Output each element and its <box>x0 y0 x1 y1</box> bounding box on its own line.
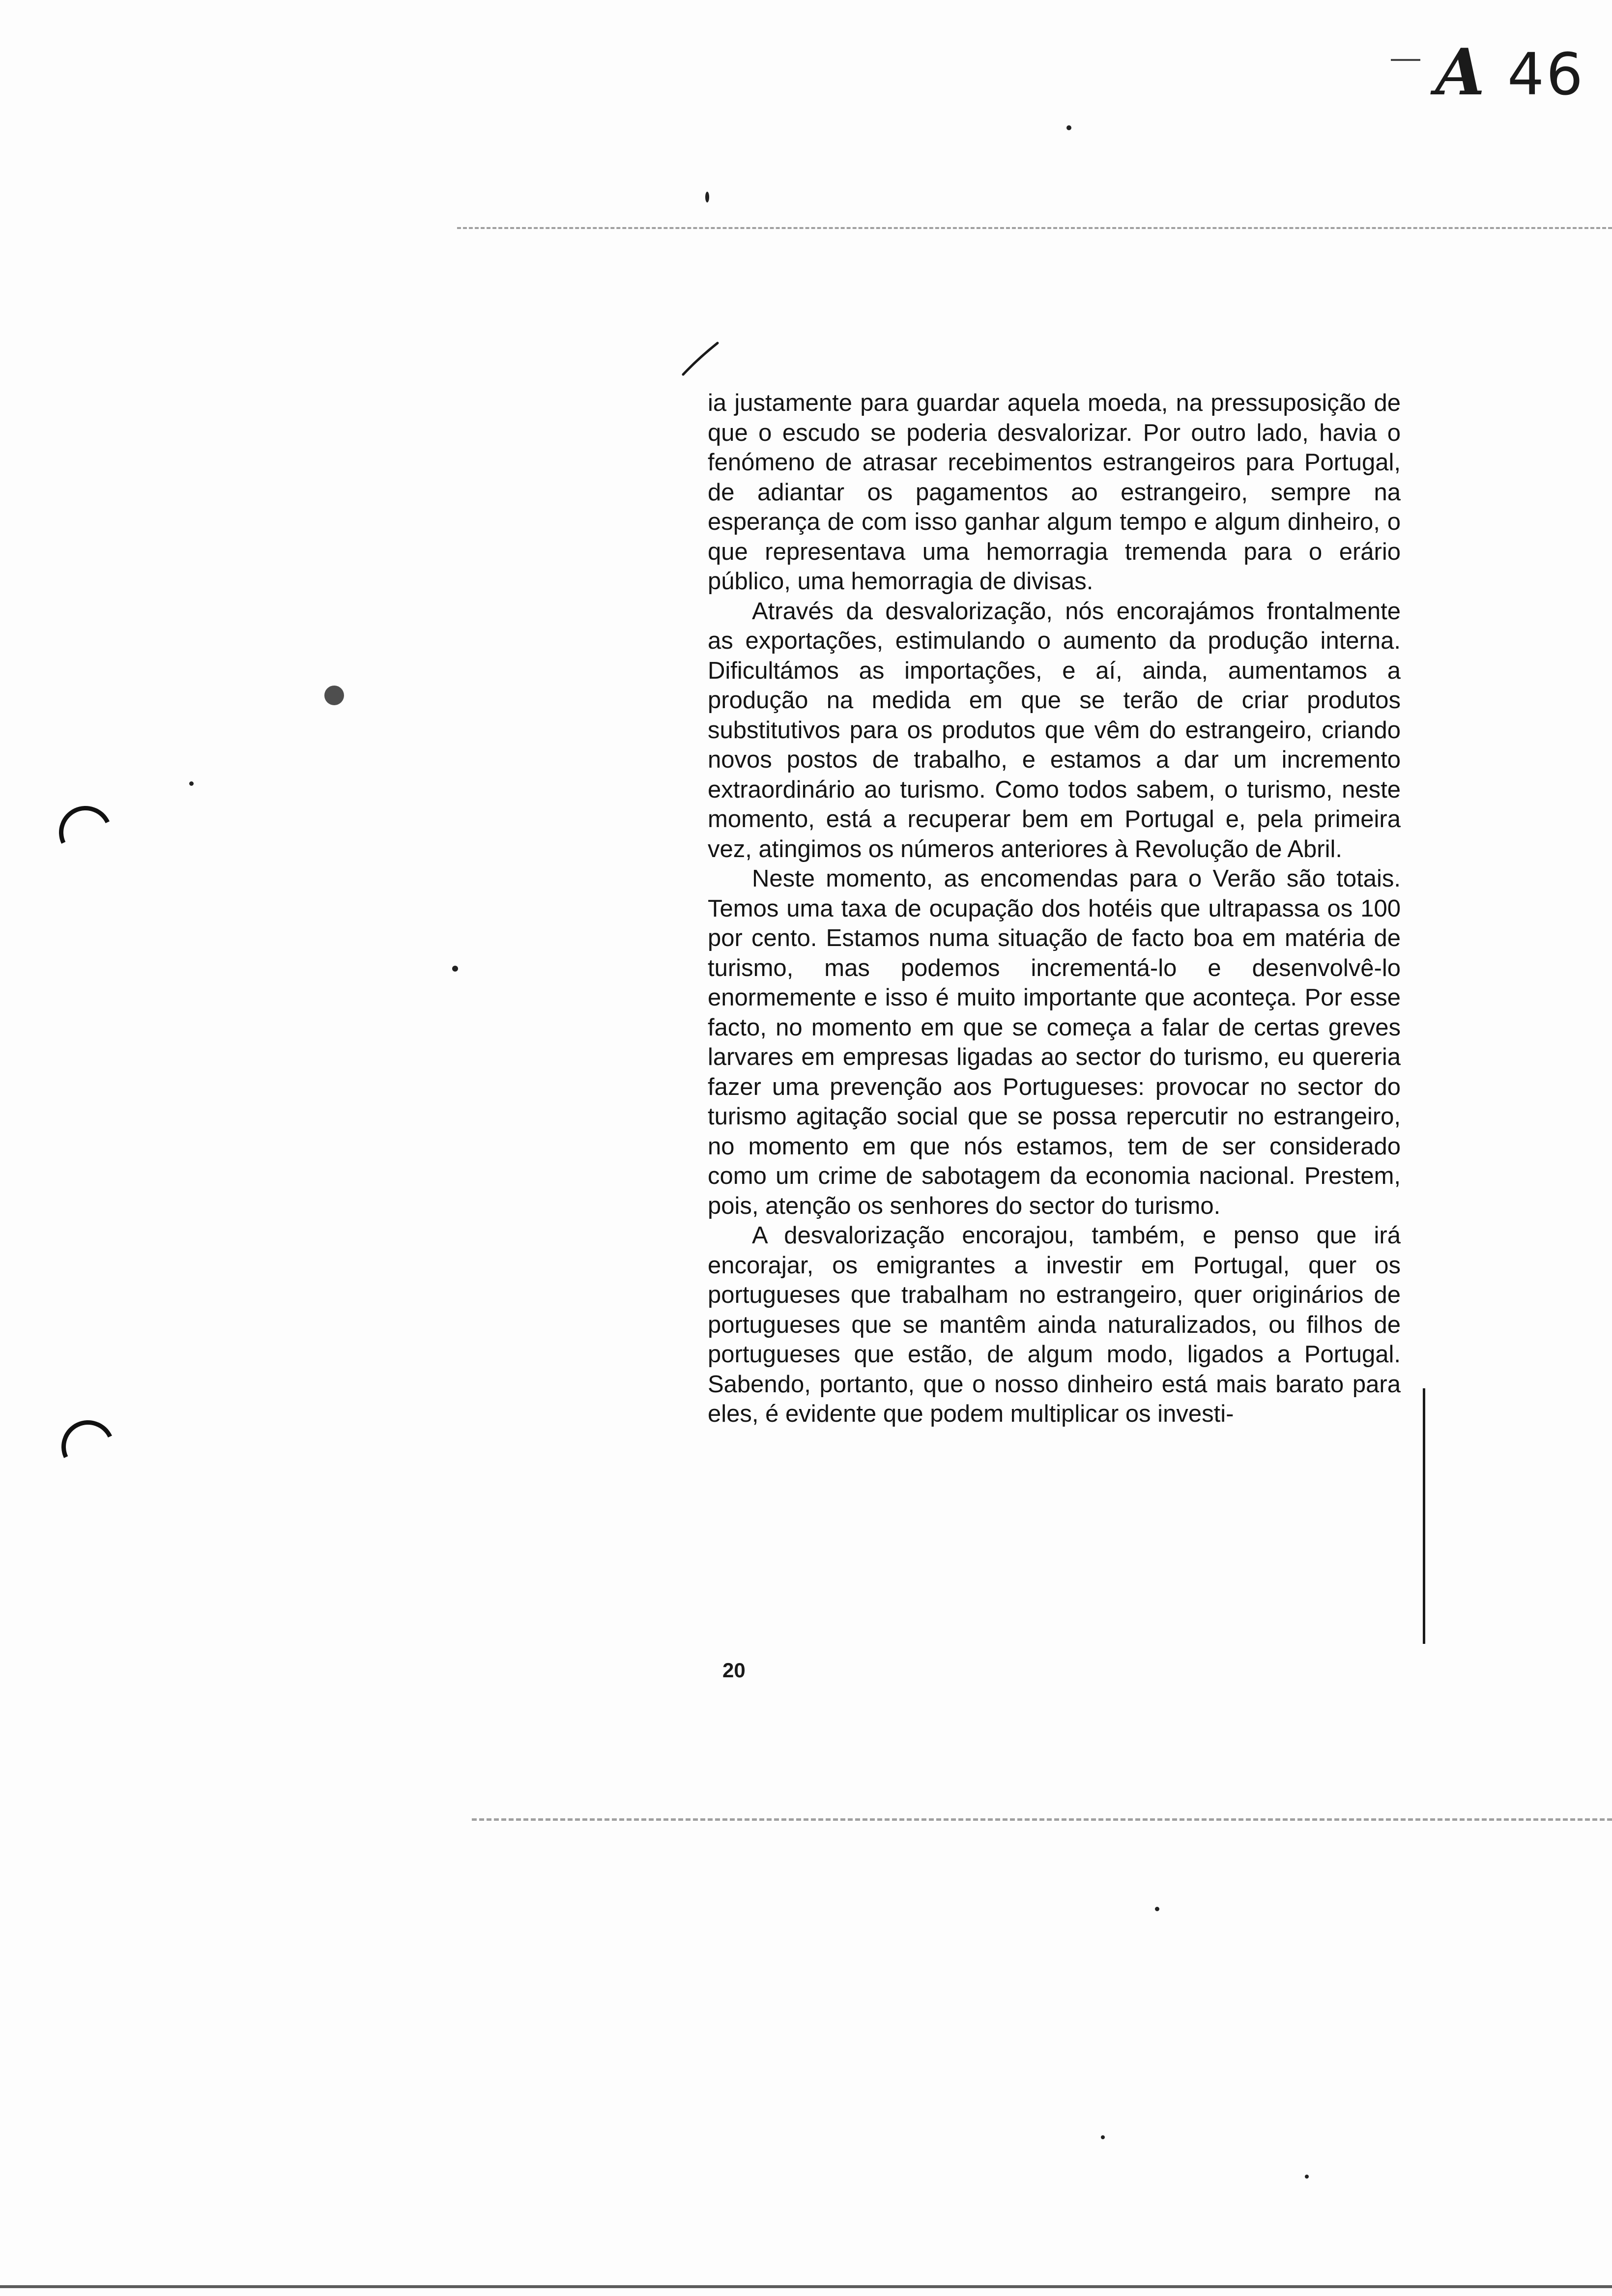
scan-speck <box>1305 2175 1309 2179</box>
page-number: 20 <box>722 1659 746 1682</box>
scan-speck <box>324 686 344 705</box>
scan-edge-bottom <box>472 1818 1612 1821</box>
scan-speck <box>452 966 458 972</box>
paragraph: Através da desvalorização, nós encorajámos frontalmente as exportações, estimulando o aumento da produção interna. Dificultámos as importações, e aí, ainda, aumentamos a produção na medida em que se terão de criar produtos substitutivos para os produtos que vêm do estrangeiro, criando novos postos de trabalho, e estamos a dar um incremento extraordinário ao turismo. Como todos sabem, o turismo, neste momento, está a recuperar bem em Portugal e, pela primeira vez, atingimos os números anteriores à Revolução de Abril. <box>708 598 1401 862</box>
scan-speck <box>1101 2135 1105 2139</box>
punch-hole-mark <box>52 799 119 866</box>
archive-mark-prefix: A <box>1435 34 1487 110</box>
scan-speck <box>189 781 194 786</box>
paragraph: ia justamente para guardar aquela moeda, na pressuposição de que o escudo se poderia desvalorizar. Por outro lado, havia o fenómeno de atrasar recebimentos estrangeiros para Portugal, de adiantar os pagamentos ao estrangeiro, sempre na esperança de com isso ganhar algum tempo e algum dinheiro, o que representava uma hemorragia tremenda para o erário público, uma hemorragia de divisas. <box>708 390 1401 595</box>
paragraph: Neste momento, as encomendas para o Verão são totais. Temos uma taxa de ocupação dos hotéis que ultrapassa os 100 por cento. Estamos numa situação de facto boa em matéria de turismo, mas podemos incrementá-lo e desenvolvê-lo enormemente e isso é muito importante que aconteça. Por esse facto, no momento em que se começa a falar de certas greves larvares em empresas ligadas ao sector do turismo, eu quereria fazer uma prevenção aos Portugueses: provocar no sector do turismo agitação social que se possa repercutir no estrangeiro, no momento em que nós estamos, tem de ser considerado como um crime de sabotagem da economia nacional. Prestem, pois, atenção os senhores do sector do turismo. <box>708 865 1401 1219</box>
body-text <box>708 388 1401 1429</box>
archive-mark <box>1435 34 1585 110</box>
punch-hole-mark <box>54 1413 122 1481</box>
scan-speck <box>1066 125 1071 130</box>
margin-bracket-mark <box>1423 1388 1431 1644</box>
scan-speck <box>705 192 709 202</box>
paragraph: A desvalorização encorajou, também, e penso que irá encorajar, os emigrantes a investir em Portugal, quer os portugueses que trabalham no estrangeiro, quer originários de portugueses que se mantêm ainda naturalizados, ou filhos de portugueses que estão, de algum modo, ligados a Portugal. Sabendo, portanto, que o nosso dinheiro está mais barato para eles, é evidente que podem multiplicar os investi- <box>708 1222 1401 1427</box>
archive-mark-dash <box>1391 59 1420 61</box>
pen-check-mark <box>681 339 720 378</box>
scan-edge-top <box>457 227 1612 229</box>
scan-speck <box>1155 1907 1159 1911</box>
archive-mark-number: 46 <box>1507 40 1585 108</box>
scan-edge-footer <box>0 2285 1612 2288</box>
